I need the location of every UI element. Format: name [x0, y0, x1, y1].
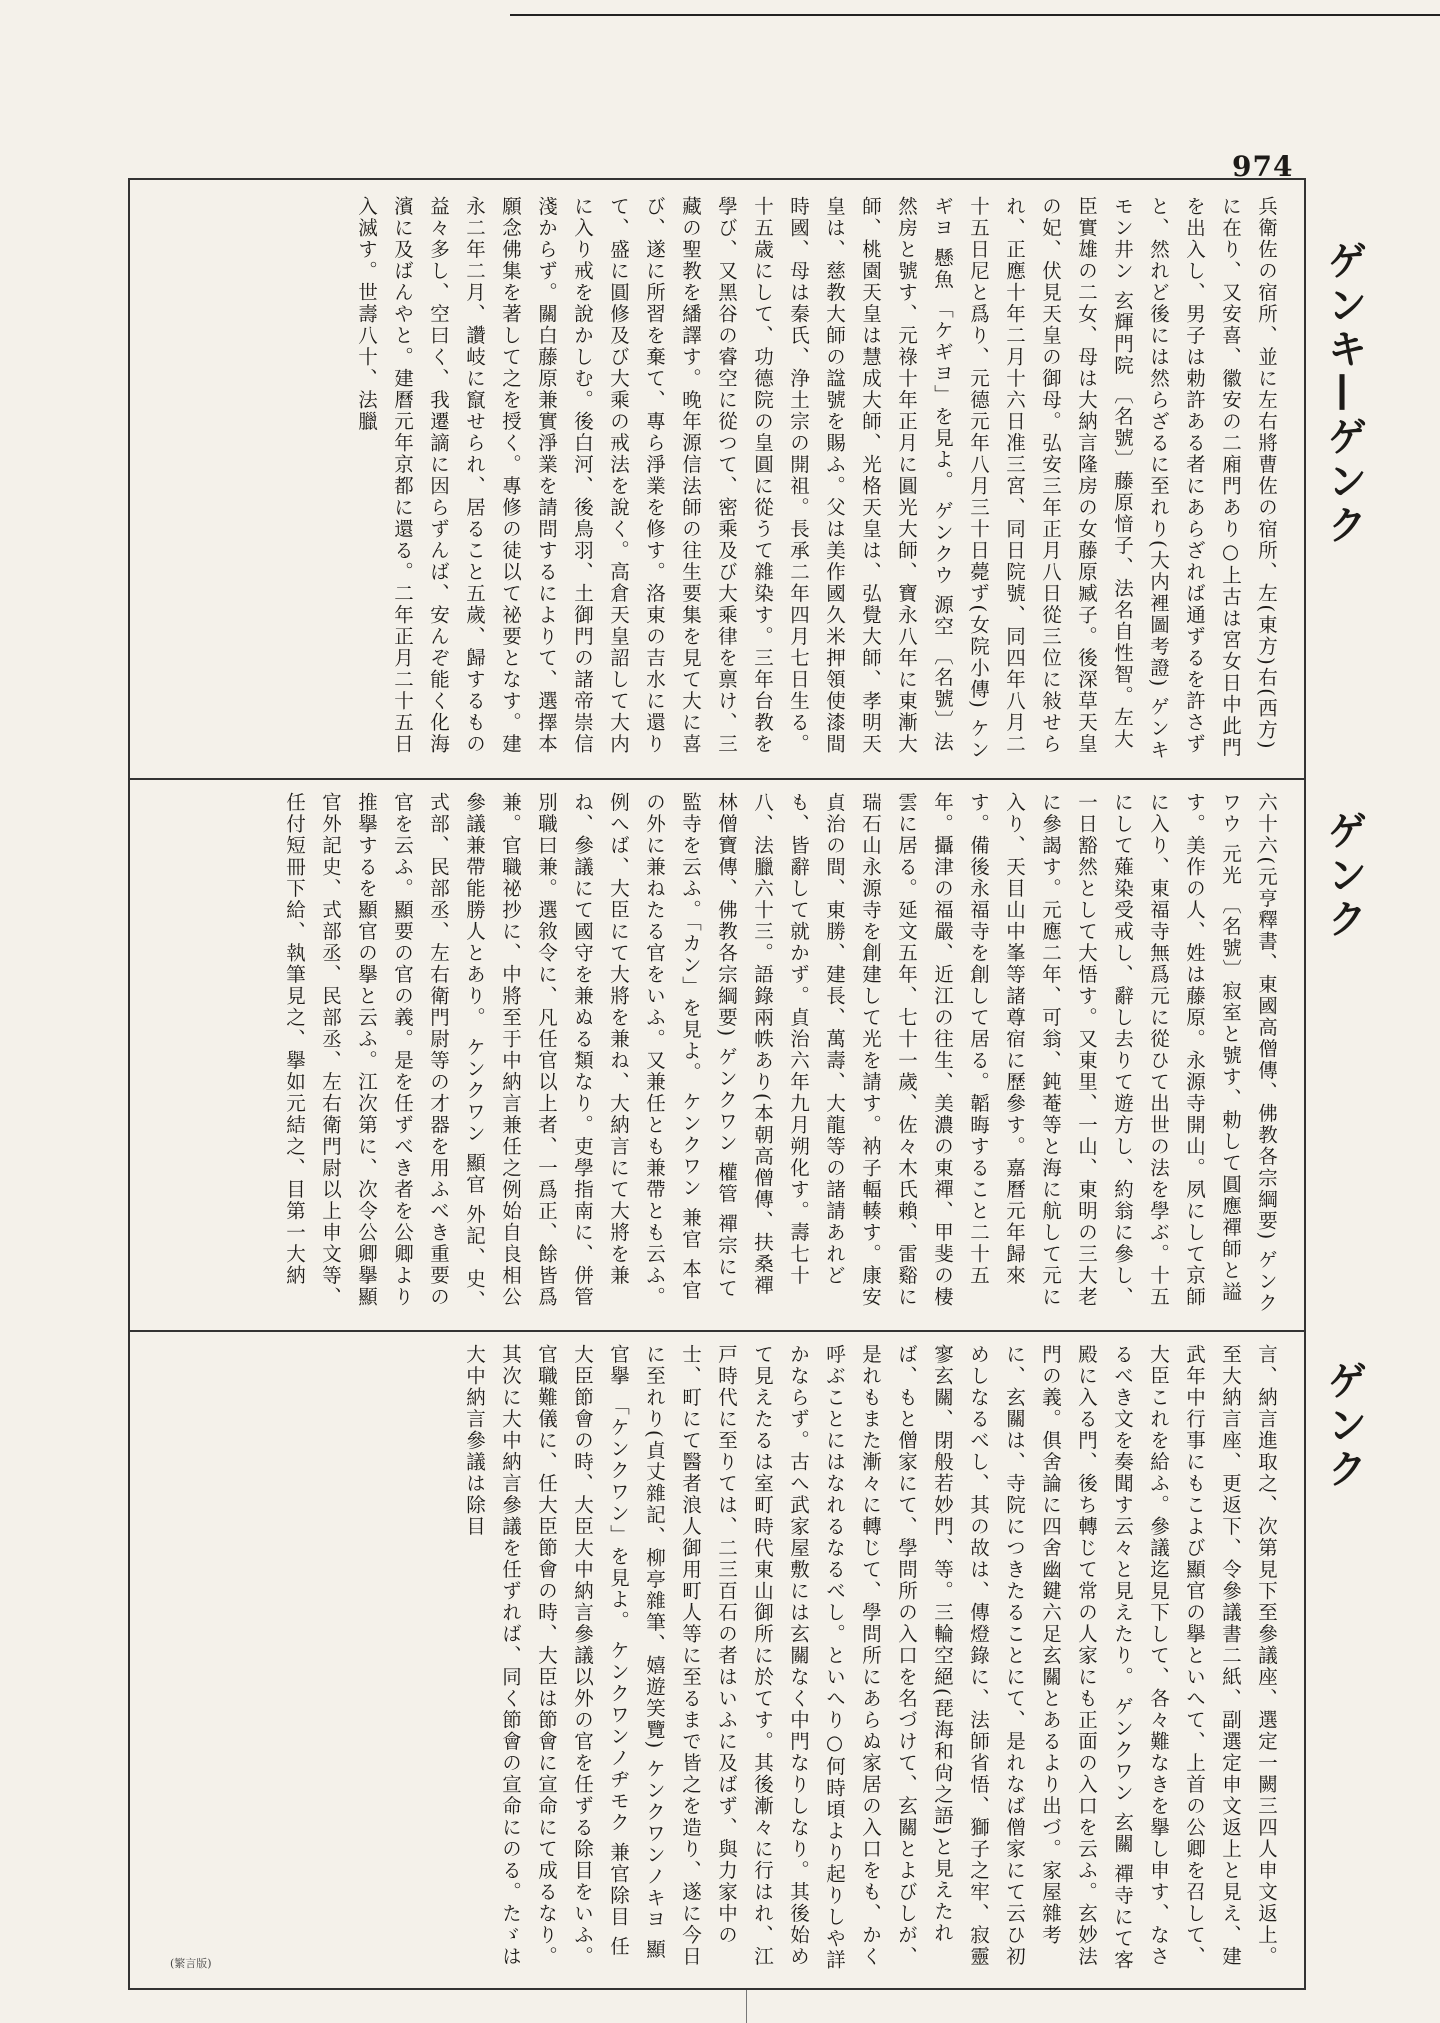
- page-number: 974: [1232, 150, 1294, 183]
- band1-text: 兵衛佐の宿所、並に左右將曹佐の宿所、左(東方)右(西方)に在り、又安喜、徽安の二廂門あり○上古は宮女日中此門を出入し、男子は勅許ある者にあらざれば通ずるを許さずと、然れど後には然らざるに至れり(大内裡圖考證) ゲンキモン井ン 玄輝門院 〔名號〕藤原愔子、法名自性智。左大臣實雄の二女、母は大納言隆房の女藤原臧子。後深草天皇の妃、伏見天皇の御母。弘安三年正月八日從三位に敍せられ、正應十年二月十六日准三宮、同日院號、同四年八月二十五日尼と爲り、元德元年八月三十日薨ず(女院小傳) ケンギヨ 懸魚 「ケギヨ」を見よ。 ゲンクウ 源空 〔名號〕法然房と號す、元祿十年正月に圓光大師、寶永八年に東漸大師、桃園天皇は慧成大師、光格天皇は、弘覺大師、孝明天皇は、慈教大師の諡號を賜ふ。父は美作國久米押領使漆間時國、母は秦氏、浄土宗の開祖。長承二年四月七日生る。十五歳にして、功德院の皇圓に從うて雜染す。三年台教を學び、又黑谷の睿空に從つて、密乘及び大乘律を禀け、三藏の聖教を繙譯す。晚年源信法師の往生要集を見て大に喜び、遂に所習を棄て、專ら淨業を修す。洛東の吉水に還りて、盛に圓修及び大乘の戒法を說く。高倉天皇詔して大内に入り戒を說かしむ。後白河、後鳥羽、土御門の諸帝崇信淺からず。關白藤原兼實淨業を請問するによりて、選擇本願念佛集を著して之を授く。專修の徒以て祕要となす。建永二年二月、讚岐に竄せられ、居ること五歲、歸するもの益々多し、空曰く、我遷謫に因らずんば、安んぞ能く化海濱に及ばんやと。建曆元年京都に還る。二年正月二十五日入滅す。世壽八十、法臘: [355, 196, 1278, 761]
- band3-text: 言、納言進取之、次第見下至參議座、選定一闕三四人申文返上。至大納言座、更返下、令參議書二紙、副選定申文返上と見え、建武年中行事にもこよび顯官の擧といへて、上首の公卿を召して、大臣これを給ふ。參議迄見下して、各々難なきを擧し申す、なさるべき文を奏聞す云々と見えたり。 ゲンクワン 玄關 禪寺にて客殿に入る門、後ち轉じて常の人家にも正面の入口を云ふ。玄妙法門の義。俱舍論に四舍幽鍵六足玄關とあるより出づ。家屋雜考に、玄關は、寺院につきたることにて、是れなば僧家にて云ひ初めしなるべし、其の故は、傳燈錄に、法師省悟、獅子之牢、寂靈寥玄關、閉般若妙門、等。三輪空絕(琵海和尙之語)と見えたれば、もと僧家にて、學問所の入口を名づけて、玄關とよびしが、是れもまた漸々に轉じて、學問所にあらぬ家居の入口をも、かく呼ぶことにはなれるなるべし。といへり○何時頃より起りしや詳かならず。古へ武家屋敷には玄關なく中門なりしなり。其後始めて見えたるは室町時代東山御所に於てす。其後漸々に行はれ、江戸時代に至りては、二三百石の者はいふに及ばず、與力家中の士、町にて醫者浪人御用町人等に至るまで皆之を造り、遂に今日に至れり(貞丈雜記、柳亭雜筆、嬉遊笑覽) ケンクワンノキヨ 顯官擧 「ケンクワン」を見よ。 ケンクワンノヂモク 兼官除目 任大臣節會の時、大臣大中納言參議以外の官を任ずる除目をいふ。官職難儀に、任大臣節會の時、大臣は節會に宣命にて成るなり。其次に大中納言參議を任ずれば、同く節會の宣命にのる。たゞは大中納言參議は除目: [463, 1344, 1278, 1971]
- band-divider-2: [130, 1330, 1304, 1332]
- text-band-1: [148, 196, 1284, 764]
- header-band2: ゲンク: [1321, 810, 1367, 942]
- text-band-3: [148, 1344, 1284, 1976]
- top-rule: [510, 14, 1440, 16]
- header-band1: ゲンキ—ゲンク: [1321, 240, 1367, 548]
- gutter-tick: [746, 1990, 747, 2023]
- band-divider-1: [130, 778, 1304, 780]
- header-band3: ゲンク: [1321, 1360, 1367, 1492]
- text-band-2: [148, 792, 1284, 1316]
- band2-text: 六十六(元亨釋書、東國高僧傳、佛教各宗綱要) ゲンクワウ 元光 〔名號〕寂室と號す、勅して圓應禪師と謚す。美作の人、姓は藤原。永源寺開山。夙にして京師に入り、東福寺無爲元に從ひて出世の法を學ぶ。十五にして薙染受戒し、辭し去りて遊方し、約翁に參し、一日豁然として大悟す。又東里、一山、東明の三大老に參謁す。元應二年、可翁、鈍菴等と海に航して元に入り、天目山中峯等諸尊宿に歷參す。嘉曆元年歸來す。備後永福寺を創して居る。韜晦すること二十五年。攝津の福嚴、近江の往生、美濃の東禪、甲斐の棲雲に居る。延文五年、七十一歲、佐々木氏賴、雷谿に瑞石山永源寺を創建して光を請す。衲子輻輳す。康安貞治の間、東勝、建長、萬壽、大龍等の諸請あれども、皆辭して就かず。貞治六年九月朔化す。壽七十八、法臘六十三。語錄兩帙あり(本朝高僧傳、扶桑禪林僧寶傳、佛教各宗綱要) ゲンクワン 權管 禪宗にて監寺を云ふ。「カン」を見よ。 ケンクワン 兼官 本官の外に兼ねたる官をいふ。又兼任とも兼帶とも云ふ。例へば、大臣にて大將を兼ね、大納言にて大將を兼ね、參議にて國守を兼ぬる類なり。吏學指南に、併管別職曰兼。選敘令に、凡任官以上者、一爲正、餘皆爲兼。官職祕抄に、中將至于中納言兼任之例始自良相公參議兼帶能勝人とあり。 ケンクワン 顯官 外記、史、式部、民部丞、左右衛門尉等の才器を用ふべき重要の官を云ふ。顯要の官の義。是を任ずべき者を公卿より推擧するを顯官の擧と云ふ。江次第に、次令公卿擧顯官外記史、式部丞、民部丞、左右衛門尉以上申文等、任付短冊下給、執筆見之、擧如元結之、目第一大納: [283, 792, 1278, 1314]
- footer-mark: (繁言版): [170, 1957, 212, 1970]
